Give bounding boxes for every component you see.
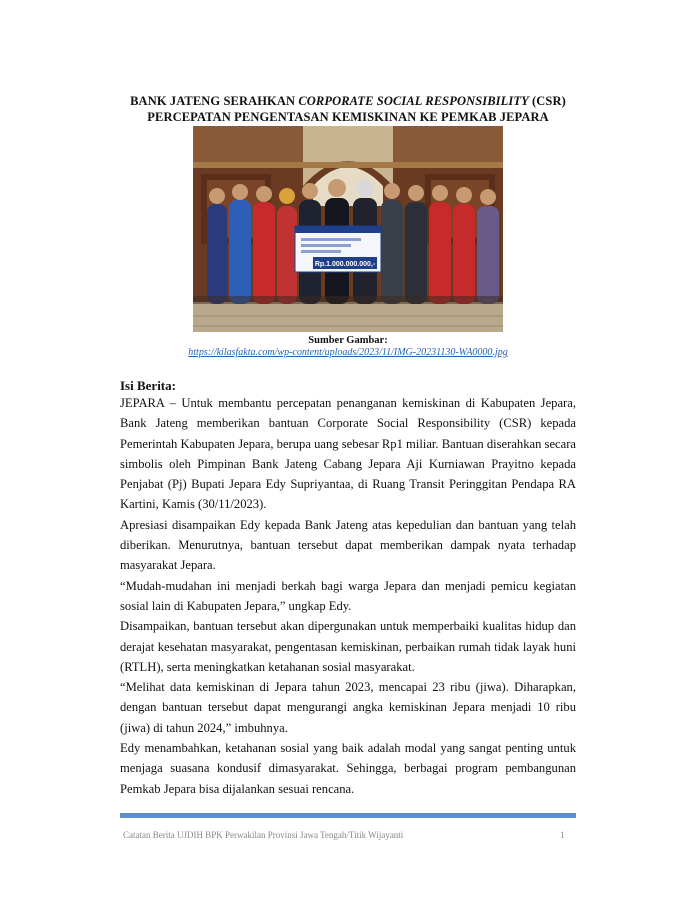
check-board-amount: Rp.1.000.000.000,- bbox=[314, 261, 376, 268]
document-title bbox=[100, 93, 596, 125]
article-heading: Isi Berita: bbox=[120, 378, 176, 393]
article-paragraph: Apresiasi disampaikan Edy kepada Bank Jateng atas kepedulian dan bantuan yang telah diberikan. Menurutnya, bantuan tersebut dapat memberikan dampak nyata terhadap masyarakat Jepara. bbox=[120, 517, 576, 573]
article-paragraph: Disampaikan, bantuan tersebut akan dipergunakan untuk memperbaiki kualitas hidup dan derajat kesehatan masyarakat, pengentasan kemiskinan, perbaikan rumah tidak layak huni (RTLH), serta meningkatkan ketahanan sosial masyarakat. bbox=[120, 619, 576, 674]
article-paragraph: “Melihat data kemiskinan di Jepara tahun 2023, mencapai 23 ribu (jiwa). Diharapkan, dengan bantuan tersebut dapat mengurangi angka kemiskinan Jepara menjadi 10 ribu (jiwa) di tahun 2024,” imbuhnya. bbox=[120, 680, 576, 735]
article-paragraph: “Mudah-mudahan ini menjadi berkah bagi warga Jepara dan menjadi pemicu kegiatan sosial lain di Kabupaten Jepara,” ungkap Edy. bbox=[120, 578, 576, 613]
image-source-label: Sumber Gambar: bbox=[308, 335, 388, 346]
article-body bbox=[120, 393, 576, 799]
page-number: 1 bbox=[560, 830, 565, 840]
news-photo bbox=[193, 126, 503, 332]
footer-rule bbox=[120, 813, 576, 818]
footer-text: Catatan Berita UJDIH BPK Perwakilan Provinsi Jawa Tengah/Titik Wijayanti bbox=[123, 830, 404, 840]
image-source-link[interactable]: https://kilasfakta.com/wp-content/uploads/2023/11/IMG-20231130-WA0000.jpg bbox=[188, 347, 508, 358]
title-line-2: PERCEPATAN PENGENTASAN KEMISKINAN KE PEMKAB JEPARA bbox=[147, 110, 549, 124]
article-paragraph: Edy menambahkan, ketahanan sosial yang baik adalah modal yang sangat penting untuk menjaga suasana kondusif dimasyarakat. Sehingga, berbagai program pembangunan Pemkab Jepara bisa dijalankan sesuai rencana. bbox=[120, 741, 576, 796]
title-line-1: BANK JATENG SERAHKAN CORPORATE SOCIAL RESPONSIBILITY (CSR) bbox=[130, 94, 566, 108]
article-paragraph: JEPARA – Untuk membantu percepatan penanganan kemiskinan di Kabupaten Jepara, Bank Jateng memberikan bantuan Corporate Social Responsibility (CSR) kepada Pemerintah Kabupaten Jepara, berupa uang sebesar Rp1 miliar. Bantuan diserahkan secara simbolis oleh Pimpinan Bank Jateng Cabang Jepara Aji Kurniawan Prayitno kepada Penjabat (Pj) Bupati Jepara Edy Supriyantaa, di Ruang Transit Peringgitan Pendapa RA Kartini, Kamis (30/11/2023). bbox=[120, 396, 577, 512]
title-italic-term: CORPORATE SOCIAL RESPONSIBILITY bbox=[298, 94, 529, 108]
